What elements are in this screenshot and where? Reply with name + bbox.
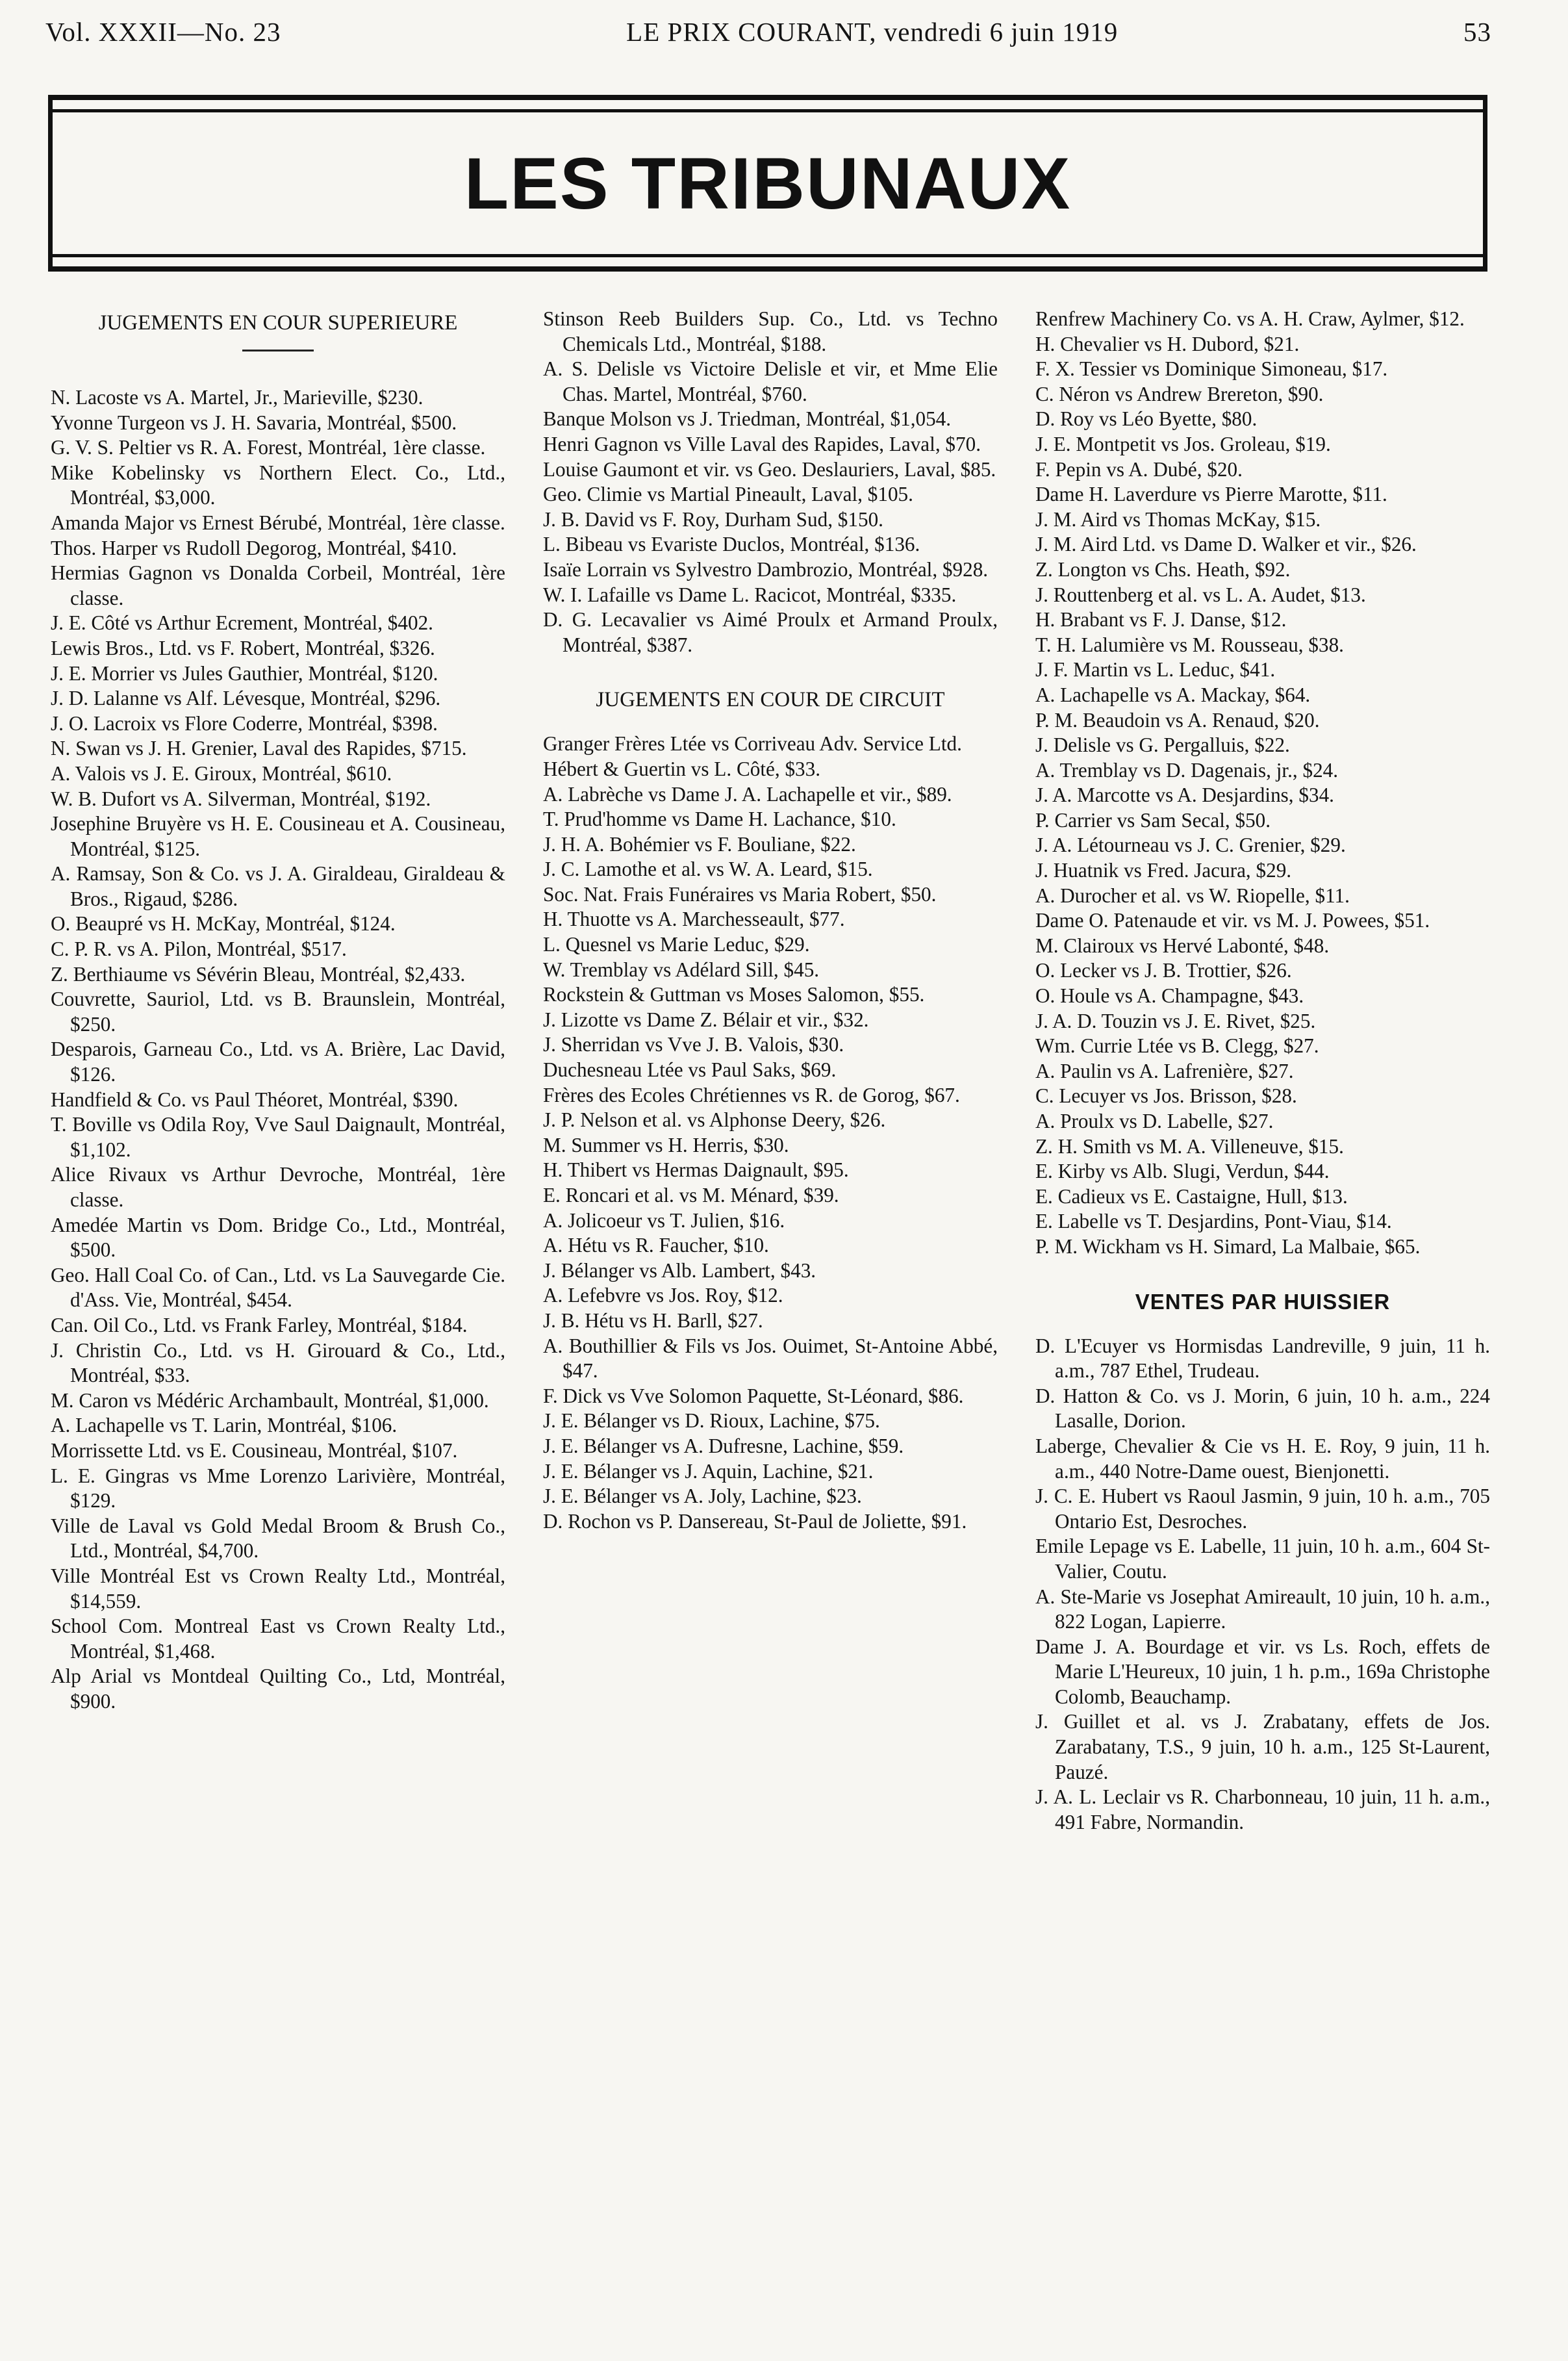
judgment-entry: M. Clairoux vs Hervé Labonté, $48. (1035, 934, 1330, 957)
judgment-entry: Stinson Reeb Builders Sup. Co., Ltd. vs Techno Chemicals Ltd., Montréal, $188. (543, 307, 998, 355)
judgment-entry: A. S. Delisle vs Victoire Delisle et vir, et Mme Elie Chas. Martel, Montréal, $760. (543, 357, 998, 405)
judgment-entry: Mike Kobelinsky vs Northern Elect. Co., Ltd., Montréal, $3,000. (51, 461, 505, 509)
judgment-entry: F. Dick vs Vve Solomon Paquette, St-Léonard, $86. (543, 1384, 964, 1407)
judgment-entry: F. X. Tessier vs Dominique Simoneau, $17. (1035, 357, 1388, 381)
section-heading: JUGEMENTS EN COUR DE CIRCUIT (596, 688, 945, 712)
judgment-entry: Desparois, Garneau Co., Ltd. vs A. Brière, Lac David, $126. (51, 1038, 505, 1086)
judgment-entry: A. Bouthillier & Fils vs Jos. Ouimet, St-Antoine Abbé, $47. (543, 1334, 998, 1383)
judgment-entry: Amedée Martin vs Dom. Bridge Co., Ltd., Montréal, $500. (51, 1213, 505, 1262)
judgment-entry: E. Roncari et al. vs M. Ménard, $39. (543, 1184, 839, 1206)
banner-title: LES TRIBUNAUX (464, 142, 1072, 224)
judgment-entry: P. M. Beaudoin vs A. Renaud, $20. (1035, 708, 1320, 732)
column-1 (51, 307, 505, 2334)
judgment-entry: Can. Oil Co., Ltd. vs Frank Farley, Montréal, $184. (51, 1313, 468, 1336)
judgment-entry: J. M. Aird vs Thomas McKay, $15. (1035, 507, 1321, 531)
judgment-entry: Louise Gaumont et vir. vs Geo. Deslauriers, Laval, $85. (543, 457, 996, 481)
section-heading: VENTES PAR HUISSIER (1135, 1289, 1391, 1314)
judgment-entry: M. Summer vs H. Herris, $30. (543, 1133, 789, 1156)
judgment-entry: J. H. A. Bohémier vs F. Bouliane, $22. (543, 832, 856, 856)
judgment-entry: J. B. David vs F. Roy, Durham Sud, $150. (543, 507, 883, 531)
judgment-entry: J. M. Aird Ltd. vs Dame D. Walker et vir., $26. (1035, 533, 1417, 556)
judgment-entry: J. C. Lamothe et al. vs W. A. Leard, $15. (543, 858, 873, 881)
judgment-entry: O. Houle vs A. Champagne, $43. (1035, 984, 1304, 1008)
heading-rule (242, 350, 314, 351)
judgment-entry: Couvrette, Sauriol, Ltd. vs B. Braunslein, Montréal, $250. (51, 988, 505, 1036)
section-gap (1035, 1260, 1490, 1286)
judgment-entry: P. M. Wickham vs H. Simard, La Malbaie, $65. (1035, 1234, 1421, 1258)
judgment-entry: J. A. D. Touzin vs J. E. Rivet, $25. (1035, 1009, 1316, 1032)
judgment-entry: A. Ramsay, Son & Co. vs J. A. Giraldeau, Giraldeau & Bros., Rigaud, $286. (51, 862, 505, 910)
judgment-entry: Josephine Bruyère vs H. E. Cousineau et A. Cousineau, Montréal, $125. (51, 812, 505, 860)
judgment-entry: H. Brabant vs F. J. Danse, $12. (1035, 608, 1287, 632)
judgment-entry: D. G. Lecavalier vs Aimé Proulx et Armand Proulx, Montréal, $387. (543, 608, 998, 656)
judgment-entry: J. E. Morrier vs Jules Gauthier, Montréal, $120. (51, 661, 438, 685)
judgment-entry: L. Bibeau vs Evariste Duclos, Montréal, $136. (543, 533, 920, 556)
masthead-title: LE PRIX COURANT, vendredi 6 juin 1919 (626, 17, 1119, 47)
judgment-entry: H. Chevalier vs H. Dubord, $21. (1035, 332, 1300, 355)
judgment-entry: Soc. Nat. Frais Funéraires vs Maria Robert, $50. (543, 882, 937, 906)
judgment-entry: J. Bélanger vs Alb. Lambert, $43. (543, 1258, 816, 1282)
judgment-entry: A. Hétu vs R. Faucher, $10. (543, 1234, 769, 1257)
judgment-entry: Granger Frères Ltée vs Corriveau Adv. Service Ltd. (543, 732, 962, 756)
judgment-entry: J. E. Bélanger vs J. Aquin, Lachine, $21. (543, 1459, 874, 1483)
judgment-entry: W. B. Dufort vs A. Silverman, Montréal, $192. (51, 787, 431, 810)
judgment-entry: W. I. Lafaille vs Dame L. Racicot, Montréal, $335. (543, 583, 957, 606)
judgment-entry: Z. Berthiaume vs Sévérin Bleau, Montréal, $2,433. (51, 962, 466, 986)
judgment-entry: Laberge, Chevalier & Cie vs H. E. Roy, 9 juin, 11 h. a.m., 440 Notre-Dame ouest, Bienjonetti. (1035, 1434, 1490, 1483)
judgment-entry: J. F. Martin vs L. Leduc, $41. (1035, 658, 1276, 682)
judgment-entry: Wm. Currie Ltée vs B. Clegg, $27. (1035, 1034, 1319, 1058)
judgment-entry: J. O. Lacroix vs Flore Coderre, Montréal, $398. (51, 711, 438, 735)
judgment-entry: N. Lacoste vs A. Martel, Jr., Marieville, $230. (51, 386, 424, 409)
judgment-entry: J. E. Bélanger vs D. Rioux, Lachine, $75. (543, 1409, 880, 1433)
column-3 (1035, 307, 1490, 2334)
judgment-entry: Geo. Climie vs Martial Pineault, Laval, $105. (543, 483, 913, 506)
judgment-entry: Renfrew Machinery Co. vs A. H. Craw, Aylmer, $12. (1035, 307, 1465, 330)
judgment-entry: Hermias Gagnon vs Donalda Corbeil, Montréal, 1ère classe. (51, 561, 505, 609)
judgment-entry: J. D. Lalanne vs Alf. Lévesque, Montréal, $296. (51, 687, 441, 710)
judgment-entry: L. E. Gingras vs Mme Lorenzo Larivière, Montréal, $129. (51, 1464, 505, 1512)
judgment-entry: J. E. Bélanger vs A. Dufresne, Lachine, $59. (543, 1434, 904, 1457)
judgment-entry: A. Ste-Marie vs Josephat Amireault, 10 juin, 10 h. a.m., 822 Logan, Lapierre. (1035, 1585, 1490, 1633)
judgment-entry: N. Swan vs J. H. Grenier, Laval des Rapides, $715. (51, 737, 467, 760)
judgment-entry: J. Routtenberg et al. vs L. A. Audet, $13. (1035, 583, 1366, 606)
judgment-entry: M. Caron vs Médéric Archambault, Montréal, $1,000. (51, 1388, 489, 1412)
judgment-entry: J. Christin Co., Ltd. vs H. Girouard & Co., Ltd., Montréal, $33. (51, 1338, 505, 1387)
judgment-entry: D. Roy vs Léo Byette, $80. (1035, 407, 1258, 431)
judgment-entry: Isaïe Lorrain vs Sylvestro Dambrozio, Montréal, $928. (543, 557, 989, 581)
judgment-entry: A. Tremblay vs D. Dagenais, jr., $24. (1035, 758, 1339, 782)
judgment-entry: C. Lecuyer vs Jos. Brisson, $28. (1035, 1084, 1297, 1108)
judgment-entry: Dame J. A. Bourdage et vir. vs Ls. Roch, effets de Marie L'Heureux, 10 juin, 1 h. p.m., 169a Christophe Colomb, Beauchamp. (1035, 1635, 1490, 1708)
judgment-entry: D. Hatton & Co. vs J. Morin, 6 juin, 10 h. a.m., 224 Lasalle, Dorion. (1035, 1384, 1490, 1433)
judgment-entry: T. H. Lalumière vs M. Rousseau, $38. (1035, 633, 1344, 656)
volume-number: Vol. XXXII—No. 23 (45, 17, 281, 47)
judgment-entry: J. B. Hétu vs H. Barll, $27. (543, 1308, 763, 1332)
judgment-entry: O. Lecker vs J. B. Trottier, $26. (1035, 959, 1292, 982)
judgment-entry: E. Kirby vs Alb. Slugi, Verdun, $44. (1035, 1160, 1330, 1183)
judgment-entry: F. Pepin vs A. Dubé, $20. (1035, 457, 1243, 481)
judgment-entry: J. Guillet et al. vs J. Zrabatany, effets de Jos. Zarabatany, T.S., 9 juin, 10 h. a.m., 125 St-Laurent, Pauzé. (1035, 1710, 1490, 1783)
judgment-entry: P. Carrier vs Sam Secal, $50. (1035, 808, 1271, 832)
judgment-entry: L. Quesnel vs Marie Leduc, $29. (543, 933, 810, 956)
judgment-entry: Z. H. Smith vs M. A. Villeneuve, $15. (1035, 1134, 1344, 1158)
judgment-entry: Thos. Harper vs Rudoll Degorog, Montréal, $410. (51, 536, 457, 559)
judgment-entry: E. Cadieux vs E. Castaigne, Hull, $13. (1035, 1184, 1348, 1208)
judgment-entry: A. Lefebvre vs Jos. Roy, $12. (543, 1284, 783, 1307)
judgment-entry: Z. Longton vs Chs. Heath, $92. (1035, 557, 1291, 581)
judgment-entry: Alice Rivaux vs Arthur Devroche, Montréal, 1ère classe. (51, 1163, 505, 1211)
judgment-entry: Banque Molson vs J. Triedman, Montréal, $1,054. (543, 407, 952, 431)
judgment-entry: J. E. Côté vs Arthur Ecrement, Montréal, $402. (51, 611, 433, 635)
judgment-entry: H. Thibert vs Hermas Daignault, $95. (543, 1158, 849, 1182)
judgment-entry: D. L'Ecuyer vs Hormisdas Landreville, 9 juin, 11 h. a.m., 787 Ethel, Trudeau. (1035, 1334, 1490, 1383)
banner-frame (48, 109, 1487, 257)
heading-spacer (1035, 1321, 1490, 1334)
judgment-entry: D. Rochon vs P. Dansereau, St-Paul de Joliette, $91. (543, 1509, 967, 1533)
judgment-entry: Hébert & Guertin vs L. Côté, $33. (543, 757, 821, 780)
judgment-entry: J. E. Bélanger vs A. Joly, Lachine, $23. (543, 1485, 862, 1508)
judgment-entry: A. Durocher et al. vs W. Riopelle, $11. (1035, 884, 1350, 907)
judgment-entry: Ville Montréal Est vs Crown Realty Ltd., Montréal, $14,559. (51, 1564, 505, 1613)
judgment-entry: O. Beaupré vs H. McKay, Montréal, $124. (51, 912, 396, 936)
judgment-entry: T. Boville vs Odila Roy, Vve Saul Daignault, Montréal, $1,102. (51, 1113, 505, 1161)
judgment-entry: J. C. E. Hubert vs Raoul Jasmin, 9 juin, 10 h. a.m., 705 Ontario Est, Desroches. (1035, 1485, 1490, 1533)
section-gap (543, 657, 998, 683)
page-header (45, 9, 1491, 55)
judgment-entry: A. Lachapelle vs T. Larin, Montréal, $106. (51, 1414, 398, 1437)
judgment-entry: E. Labelle vs T. Desjardins, Pont-Viau, $14. (1035, 1210, 1392, 1233)
judgment-entry: C. Néron vs Andrew Brereton, $90. (1035, 382, 1324, 405)
judgment-entry: H. Thuotte vs A. Marchesseault, $77. (543, 908, 845, 931)
judgment-entry: Dame O. Patenaude et vir. vs M. J. Powees, $51. (1035, 909, 1430, 932)
judgment-entry: A. Lachapelle vs A. Mackay, $64. (1035, 683, 1311, 706)
column-2 (543, 307, 998, 2334)
judgment-entry: Henri Gagnon vs Ville Laval des Rapides, Laval, $70. (543, 432, 981, 455)
judgment-entry: A. Jolicoeur vs T. Julien, $16. (543, 1208, 785, 1232)
judgment-entry: A. Paulin vs A. Lafrenière, $27. (1035, 1059, 1294, 1082)
section-banner (48, 95, 1487, 272)
judgment-entry: J. E. Montpetit vs Jos. Groleau, $19. (1035, 432, 1331, 455)
judgment-entry: Alp Arial vs Montdeal Quilting Co., Ltd, Montréal, $900. (51, 1665, 505, 1713)
judgment-entry: A. Valois vs J. E. Giroux, Montréal, $610. (51, 761, 392, 785)
page-number: 53 (1463, 17, 1491, 47)
judgment-entry: C. P. R. vs A. Pilon, Montréal, $517. (51, 938, 347, 961)
judgment-entry: Emile Lepage vs E. Labelle, 11 juin, 10 h. a.m., 604 St-Valier, Coutu. (1035, 1535, 1490, 1583)
judgment-entry: Rockstein & Guttman vs Moses Salomon, $55. (543, 983, 925, 1006)
judgment-entry: Morrissette Ltd. vs E. Cousineau, Montréal, $107. (51, 1438, 458, 1462)
judgment-entry: W. Tremblay vs Adélard Sill, $45. (543, 958, 820, 981)
judgment-entry: J. A. Létourneau vs J. C. Grenier, $29. (1035, 834, 1346, 857)
judgment-entry: Yvonne Turgeon vs J. H. Savaria, Montréal, $500. (51, 411, 457, 434)
judgment-entry: J. Lizotte vs Dame Z. Bélair et vir., $32. (543, 1008, 869, 1031)
judgment-entry: Handfield & Co. vs Paul Théoret, Montréal, $390. (51, 1088, 459, 1111)
heading-spacer (543, 719, 998, 732)
judgment-entry: Duchesneau Ltée vs Paul Saks, $69. (543, 1058, 837, 1082)
judgment-entry: T. Prud'homme vs Dame H. Lachance, $10. (543, 808, 896, 831)
judgment-entry: Dame H. Laverdure vs Pierre Marotte, $11. (1035, 483, 1387, 506)
judgment-entry: J. P. Nelson et al. vs Alphonse Deery, $26. (543, 1108, 886, 1132)
text-columns (51, 307, 1493, 2334)
judgment-entry: Frères des Ecoles Chrétiennes vs R. de Gorog, $67. (543, 1083, 960, 1106)
judgment-entry: J. A. Marcotte vs A. Desjardins, $34. (1035, 784, 1334, 807)
judgment-entry: Lewis Bros., Ltd. vs F. Robert, Montréal, $326. (51, 636, 435, 659)
judgment-entry: A. Labrèche vs Dame J. A. Lachapelle et vir., $89. (543, 782, 952, 806)
judgment-entry: J. A. L. Leclair vs R. Charbonneau, 10 juin, 11 h. a.m., 491 Fabre, Normandin. (1035, 1785, 1490, 1833)
judgment-entry: G. V. S. Peltier vs R. A. Forest, Montréal, 1ère classe. (51, 436, 486, 459)
judgment-entry: J. Huatnik vs Fred. Jacura, $29. (1035, 859, 1292, 882)
judgment-entry: Ville de Laval vs Gold Medal Broom & Brush Co., Ltd., Montréal, $4,700. (51, 1514, 505, 1563)
judgment-entry: Geo. Hall Coal Co. of Can., Ltd. vs La Sauvegarde Cie. d'Ass. Vie, Montréal, $454. (51, 1263, 505, 1312)
section-heading: JUGEMENTS EN COUR SUPERIEURE (98, 311, 458, 335)
judgment-entry: Amanda Major vs Ernest Bérubé, Montréal, 1ère classe. (51, 511, 505, 534)
judgment-entry: School Com. Montreal East vs Crown Realty Ltd., Montréal, $1,468. (51, 1614, 505, 1663)
judgment-entry: J. Sherridan vs Vve J. B. Valois, $30. (543, 1033, 844, 1056)
judgment-entry: A. Proulx vs D. Labelle, $27. (1035, 1110, 1274, 1132)
judgment-entry: J. Delisle vs G. Pergalluis, $22. (1035, 734, 1290, 757)
